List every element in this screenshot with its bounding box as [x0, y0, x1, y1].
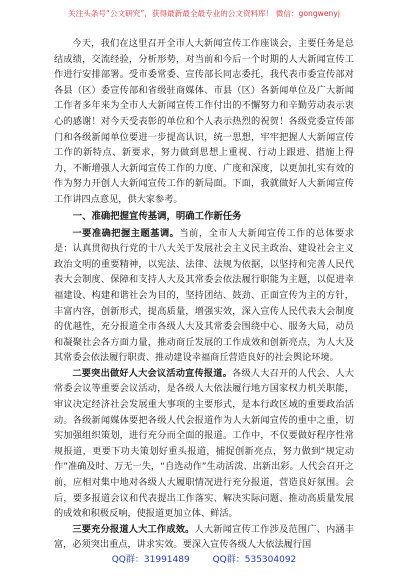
paragraph-3 — [54, 522, 354, 553]
footer-qq-group-2: QQ群：535304092 — [212, 555, 297, 565]
footer-qq-group-1: QQ群：31991489 — [111, 555, 190, 565]
paragraph-1-text: 当前，全市人大新闻宣传工作的总体要求是：认真贯彻执行党的十八大关于发展社会主义民主政治、建设社会主义政治文明的重要精神，以宪法、法律、法规为依据，以坚持和完善人民代表大会制度、保障和支持人大及其常委会依法履行职能为主题，以促进幸福建设、构建和谐社会为目的，坚持团结、鼓劲、正面宣传为主的方针，丰富内容，创新形式，提高质量，增强实效，深入宣传人民代表大会制度的优越性，充分报道全市各级人大及其常委会围绕中心、服务大局，动员和凝聚社会各方面力量，推动商丘发展的工作成效和创新亮点，为人大及其常委会依法履行职责、推动建设幸福商丘营造良好的社会舆论环境。 — [54, 227, 355, 364]
paragraph-1 — [54, 226, 354, 366]
paragraph-2 — [54, 366, 354, 522]
paragraph-2-lead: 二要突出做好人大会议活动宣传报道。 — [72, 367, 233, 379]
paragraph-3-text: 人大新闻宣传工作涉及范围广、内涵丰富，必须突出重点，讲求实效。要深入宣传各级人大依法履行国 — [54, 523, 355, 551]
paragraph-3-lead: 三要充分报道人大工作成效。 — [72, 523, 195, 535]
paragraph-2-text: 各级人大召开的人代会、人大常委会议等重要会议活动，是各级人大依法履行地方国家权力机关职能，审议决定经济社会发展重大事项的主要形式，是本行政区域的重要政治活动。各级新闻媒体要把各级人代会报道作为人大新闻宣传的重中之重，切实加强组织策划，进行充分而全面的报道。工作中，不仅要做好程序性常规报道，更要下功夫策划好重头报道，捕捉创新亮点，努力做到“规定动作”准确及时、万无一失，“自选动作”生动活泼、出新出彩。人代会召开之前，应相对集中地对各级人大履职情况进行充分报道，营造良好氛围。会后，要多报道会议和代表提出工作落实、解决实际问题、推动高质量发展的成效和积极反响，使报道更加立体、鲜活。 — [54, 367, 355, 520]
section-heading-1: 一、准确把握宣传基调，明确工作新任务 — [72, 210, 242, 222]
paragraph-intro: 今天，我们在这里召开全市人大新闻宣传工作座谈会，主要任务是总结成绩，交流经验，分析形势，对当前和今后一个时期的人大新闻宣传工作进行安排部署。受市委常委、宣传部长同志委托，我代表市委宣传部对各县（区）委宣传部和省级驻商媒体、市县（区）各新闻单位及广大新闻工作者多年来为全市人大新闻宣传工作付出的不懈努力和辛勤劳动表示衷心的感谢！对今天受表彰的单位和个人表示热烈的祝贺！各级党委宣传部门和各级新闻单位要进一步提高认识，统一思想，牢牢把握人大新闻宣传工作的新特点、新要求，努力做到思想上重视、行动上跟进、措施上得力，不断增强人大新闻宣传工作的力度、广度和深度，以更加扎实有效的作为努力开创人大新闻宣传工作的新局面。下面，我就做好人大新闻宣传工作讲四点意见，供大家参考。 — [54, 38, 354, 205]
paragraph-1-lead: 一要准确把握主题基调。 — [72, 227, 180, 239]
header-banner: 关注头条号“公文研究”，获得最新最全最专业的公文资料库！ 微信：gongwenyj — [68, 9, 340, 18]
footer — [0, 552, 408, 565]
document-body — [54, 36, 354, 553]
